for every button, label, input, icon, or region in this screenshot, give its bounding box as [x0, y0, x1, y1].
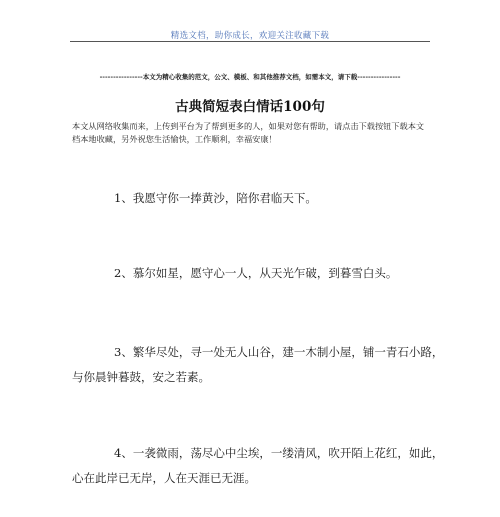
list-item-1: 1、我愿守你一捧黄沙，陪你君临天下。 — [114, 191, 317, 205]
download-notice: ----------------本文为精心收集的范文，公文、模板、和其他推荐文档，如需本文，请下载---------------- — [99, 73, 401, 81]
list-item-2: 2、慕尔如星，愿守心一人，从天光乍破，到暮雪白头。 — [114, 266, 398, 280]
header-text: 精选文档，助你成长，欢迎关注收藏下载 — [170, 31, 330, 41]
intro-paragraph: 本文从网络收集而来，上传到平台为了帮到更多的人，如果对您有帮助，请点击下载按钮下载本文档本地收藏，另外祝您生活愉快，工作顺利，幸福安康！ — [72, 121, 425, 144]
list-item-4 — [72, 441, 442, 491]
list-item-4-line-2: 心在此岸已无岸，人在天涯已无涯。 — [72, 471, 256, 485]
document-title: 古典简短表白情话100句 — [175, 99, 325, 115]
list-item-3 — [72, 340, 442, 390]
list-item-3-line-2: 与你晨钟暮鼓，安之若素。 — [72, 370, 210, 384]
list-item-3-line-1: 3、繁华尽处，寻一处无人山谷，建一木制小屋，铺一青石小路， — [114, 345, 444, 359]
header-divider — [70, 41, 430, 42]
list-item-4-line-1: 4、一袭微雨，荡尽心中尘埃，一缕清风，吹开陌上花红，如此， — [114, 446, 444, 460]
